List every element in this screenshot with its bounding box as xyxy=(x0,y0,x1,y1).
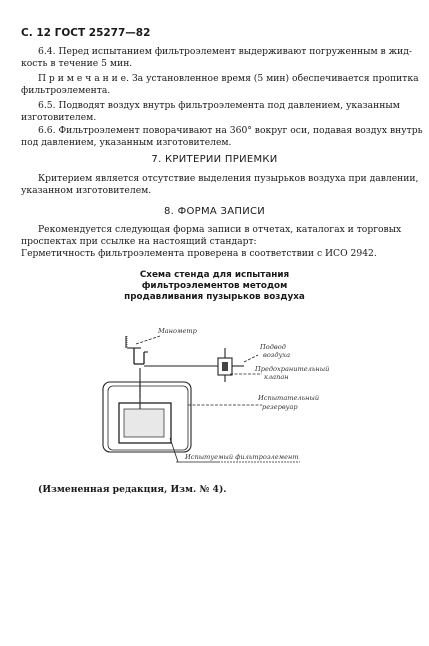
section-8-line-3: Герметичность фильтроэлемента проверена в соответствии с ИСО 2942. xyxy=(21,248,377,259)
page-number: С. 12 xyxy=(21,27,51,39)
paragraph-6-5-line-1: 6.5. Подводят воздух внутрь фильтроэлемента под давлением, указанным xyxy=(38,100,400,111)
paragraph-6-4-line-2: кость в течение 5 мин. xyxy=(21,58,133,69)
section-8-line-1: Рекомендуется следующая форма записи в отчетах, каталогах и торговых xyxy=(38,224,402,235)
label-reservoir-2: резервуар xyxy=(262,403,298,411)
label-tested-filter: Испытуемый фильтроэлемент xyxy=(185,453,299,461)
label-relief-valve-2: клапан xyxy=(264,373,289,381)
paragraph-6-5-line-2: изготовителем. xyxy=(21,112,97,123)
note-line-1: П р и м е ч а н и е. За установленное время (5 мин) обеспечивается пропитка xyxy=(38,73,419,84)
section-8-line-2: проспектах при ссылке на настоящий стандарт: xyxy=(21,236,257,247)
figure-title-line-1: Схема стенда для испытания xyxy=(139,270,290,280)
section-7-line-1: Критерием является отсутствие выделения пузырьков воздуха при давлении, xyxy=(38,173,419,184)
figure-title-line-3: продавливания пузырьков воздуха xyxy=(124,292,305,302)
section-7-title: 7. КРИТЕРИИ ПРИЕМКИ xyxy=(151,154,278,165)
section-7-line-2: указанном изготовителем. xyxy=(21,185,152,196)
paragraph-6-6-line-2: под давлением, указанным изготовителем. xyxy=(21,137,232,148)
diagram-labels xyxy=(157,327,329,461)
label-relief-valve-1: Предохранительный xyxy=(255,365,330,373)
label-air-supply-1: Подвод xyxy=(260,343,286,351)
standard-number: ГОСТ 25277—82 xyxy=(54,27,151,39)
label-manometer: Манометр xyxy=(158,327,197,335)
paragraph-6-4-line-1: 6.4. Перед испытанием фильтроэлемент выдерживают погруженным в жид- xyxy=(38,46,412,57)
note-line-2: фильтроэлемента. xyxy=(21,85,111,96)
figure-title-line-2: фильтроэлементов методом xyxy=(141,281,288,291)
label-air-supply-2: воздуха xyxy=(263,351,291,359)
section-8-title: 8. ФОРМА ЗАПИСИ xyxy=(163,206,266,217)
amendment-note: (Измененная редакция, Изм. № 4). xyxy=(38,484,227,495)
label-reservoir-1: Испытательный xyxy=(258,394,320,402)
paragraph-6-6-line-1: 6.6. Фильтроэлемент поворачивают на 360° вокруг оси, подавая воздух внутрь xyxy=(38,125,423,136)
